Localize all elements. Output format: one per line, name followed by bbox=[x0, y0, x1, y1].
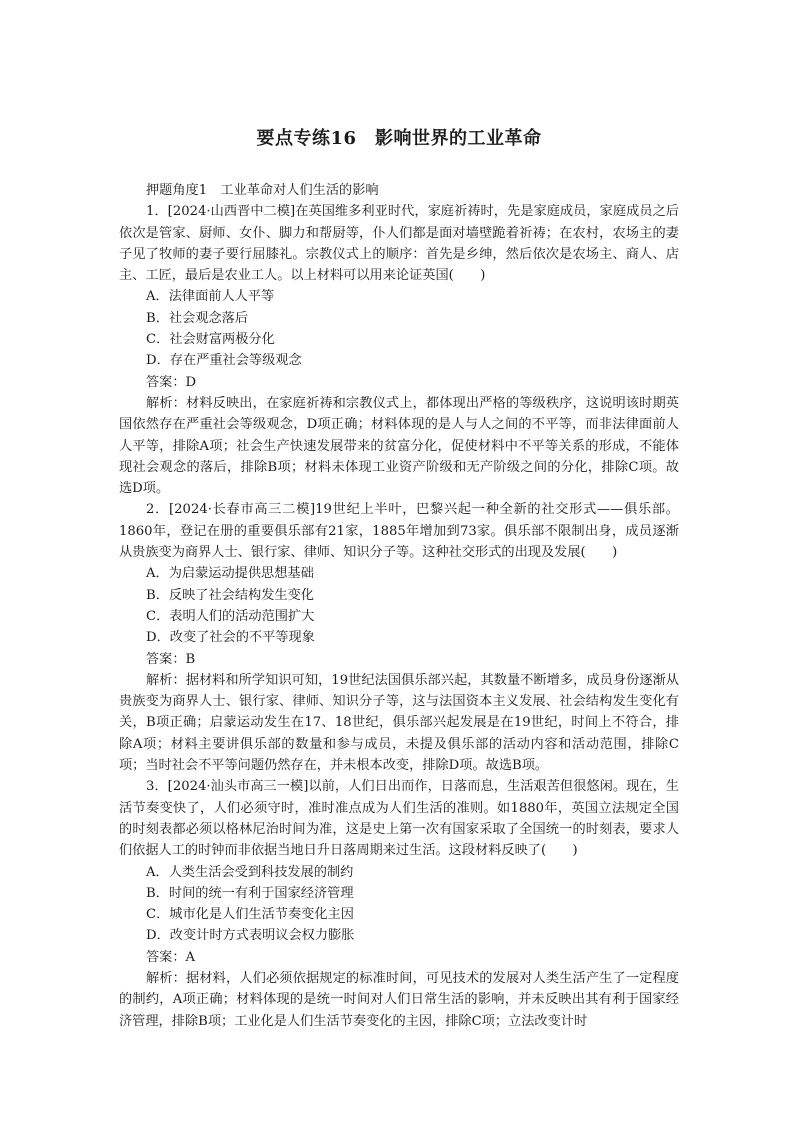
question-3 bbox=[119, 776, 679, 1032]
analysis: 解析：据材料和所学知识可知，19世纪法国俱乐部兴起，其数量不断增多，成员身份逐渐从贵族变为商界人士、银行家、律师、知识分子等，这与法国资本主义发展、社会结构发生变化有关，B项正确；启蒙运动发生在17、18世纪，俱乐部兴起发展是在19世纪，时间上不符合，排除A项；材料主要讲俱乐部的数量和参与成员，未提及俱乐部的活动内容和活动范围，排除C项；当时社会不平等问题仍然存在，并未根本改变，排除D项。故选B项。 bbox=[119, 672, 679, 774]
answer: 答案：B bbox=[146, 651, 196, 667]
question-stem: 3．[2024·汕头市高三一模]以前，人们日出而作，日落而息，生活艰苦但很悠闲。现在，生活节奏变快了，人们必须守时，准时准点成为人们生活的准则。如1880年，英国立法规定全国的时刻表都必须以格林尼治时间为准，这是史上第一次有国家采取了全国统一的时刻表，要求人们依据人工的时钟而非依据当地日升日落周期来过生活。这段材料反映了( ) bbox=[119, 779, 679, 859]
document-page bbox=[119, 118, 679, 1032]
section-heading: 押题角度1 工业革命对人们生活的影响 bbox=[146, 183, 379, 198]
option-c: C．表明人们的活动范围扩大 bbox=[146, 608, 315, 624]
option-a: A．为启蒙运动提供思想基础 bbox=[146, 566, 314, 582]
answer: 答案：D bbox=[146, 374, 197, 390]
option-c: C．城市化是人们生活节奏变化主因 bbox=[146, 907, 354, 923]
question-stem: 2．[2024·长春市高三二模]19世纪上半叶，巴黎兴起一种全新的社交形式——俱乐部。1860年，登记在册的重要俱乐部有21家，1885年增加到73家。俱乐部不限制出身，成员逐渐从贵族变为商界人士、银行家、律师、知识分子等。这种社交形式的出现及发展( ) bbox=[119, 502, 679, 561]
option-d: D．改变了社会的不平等现象 bbox=[146, 630, 315, 646]
answer: 答案：A bbox=[146, 949, 196, 965]
question-2 bbox=[119, 499, 679, 776]
option-b: B．时间的统一有利于国家经济管理 bbox=[146, 885, 354, 901]
question-1 bbox=[119, 201, 679, 499]
option-a: A．人类生活会受到科技发展的制约 bbox=[146, 864, 354, 880]
option-d: D．改变计时方式表明议会权力膨胀 bbox=[146, 928, 355, 944]
page-title: 要点专练16 影响世界的工业革命 bbox=[256, 128, 542, 149]
analysis: 解析：据材料，人们必须依据规定的标准时间，可见技术的发展对人类生活产生了一定程度的制约，A项正确；材料体现的是统一时间对人们日常生活的影响，并未反映出其有利于国家经济管理，排除B项；工业化是人们生活节奏变化的主因，排除C项；立法改变计时 bbox=[119, 970, 679, 1029]
option-d: D．存在严重社会等级观念 bbox=[146, 353, 302, 369]
option-a: A．法律面前人人平等 bbox=[146, 289, 275, 305]
question-stem: 1．[2024·山西晋中二模]在英国维多利亚时代，家庭祈祷时，先是家庭成员，家庭成员之后依次是管家、厨师、女仆、脚力和帮厨等，仆人们都是面对墙壁跪着祈祷；在农村，农场主的妻子见了牧师的妻子要行屈膝礼。宗教仪式上的顺序：首先是乡绅，然后依次是农场主、商人、店主、工匠，最后是农业工人。以上材料可以用来论证英国( ) bbox=[119, 204, 679, 284]
option-b: B．反映了社会结构发生变化 bbox=[146, 587, 314, 603]
analysis: 解析：材料反映出，在家庭祈祷和宗教仪式上，都体现出严格的等级秩序，这说明该时期英国依然存在严重社会等级观念，D项正确；材料体现的是人与人之间的不平等，而非法律面前人人平等，排除A项；社会生产快速发展带来的贫富分化，促使材料中不平等关系的形成，不能体现社会观念的落后，排除B项；材料未体现工业资产阶级和无产阶级之间的分化，排除C项。故选D项。 bbox=[119, 395, 679, 497]
option-c: C．社会财富两极分化 bbox=[146, 332, 275, 348]
option-b: B．社会观念落后 bbox=[146, 310, 249, 326]
